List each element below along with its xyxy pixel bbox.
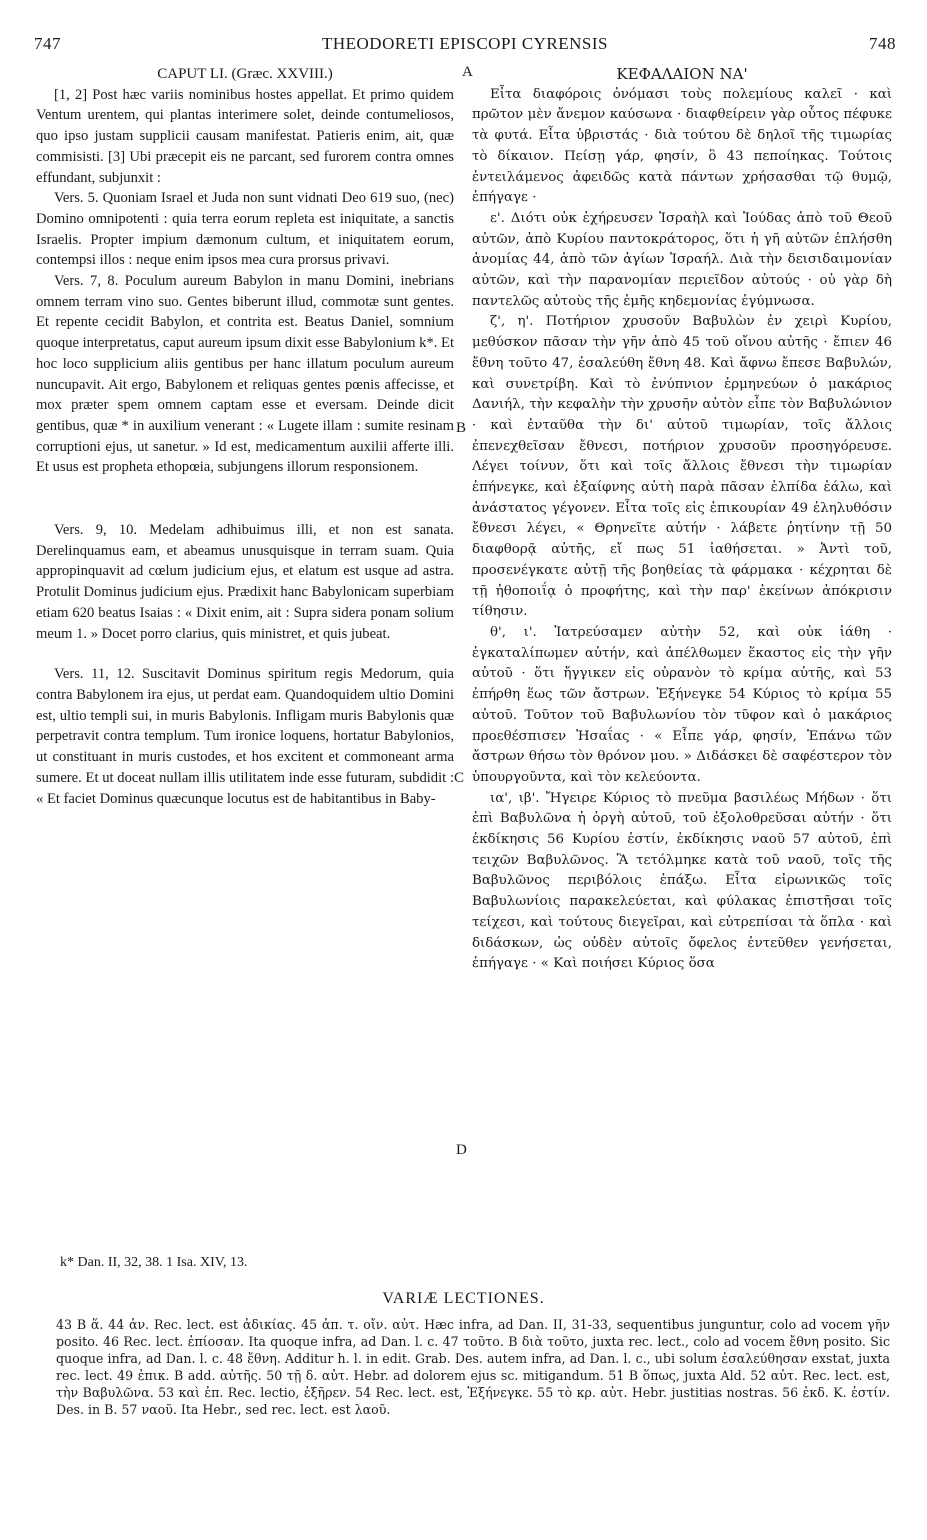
latin-chapter-heading: CAPUT LI. (Græc. XXVIII.) bbox=[157, 66, 333, 82]
greek-paragraph: ζ', η'. Ποτήριον χρυσοῦν Βαβυλὼν ἐν χειρὶ Κυρίου, μεθύσκον πᾶσαν τὴν γῆν ἀπὸ 45 τοῦ οἴνου αὐτῆς · ἔπιεν 46 ἔθνη τοῦτο 47, ἐσαλεύθη ἔθνη 48. Καὶ ἄφνω ἔπεσε Βαβυλών, καὶ συνετρίβη. Καὶ τὸ ἐνύπνιον ἑρμηνεύων ὁ μακάριος Δανιήλ, τὴν κεφαλὴν τὴν χρυσῆν αὐτὸν εἶπε τὸν Βαβυλώνιον · καὶ ἐνταῦθα τὴν δι' αὐτοῦ τιμωρίαν, τοῖς ἄλλοις ἐπενεχθεῖσαν ἔθνεσι, ποτήριον χρυσοῦν προσηγόρευσε. Λέγει τοίνυν, ὅτι καὶ τοῖς ἄλλοις ἔθνεσι τὴν τιμωρίαν ἐπήνεγκε, καὶ ἐξαίφνης αὐτὴ παρὰ πᾶσαν ἐλπίδα ἑάλω, καὶ ἀνάστατος γέγονεν. Εἶτα τοῖς εἰς ἐπικουρίαν 49 ἐληλυθόσιν ἔθνεσι λέγει, « Θρηνεῖτε αὐτήν · λάβετε ῥητίνην τῇ 50 διαφθορᾷ αὐτῆς, εἴ πως 51 ἰαθήσεται. » Ἀντὶ τοῦ, προσενέγκατε αὐτῇ τῆς βοηθείας τὰ φάρμακα · κέχρηται δὲ τῇ ἠθοποιΐᾳ ὁ προφήτης, καὶ τὴν παρ' ἐκείνων ἀπόκρισιν τίθησιν. bbox=[472, 314, 892, 620]
greek-paragraph: θ', ι'. Ἰατρεύσαμεν αὐτὴν 52, καὶ οὐκ ἰάθη · ἐγκαταλίπωμεν αὐτήν, καὶ ἀπέλθωμεν ἕκαστος εἰς τὴν γῆν αὐτοῦ · ὅτι ἤγγικεν εἰς οὐρανὸν τὸ κρίμα αὐτῆς, καὶ 53 ἐπήρθη ἕως τῶν ἄστρων. Ἐξήνεγκε 54 Κύριος τὸ κρίμα 55 αὐτοῦ. Τοῦτον τοῦ Βαβυλωνίου τὸν τῦφον καὶ ὁ μακάριος προεθέσπισεν Ἡσαΐας · « Εἶπε γάρ, φησίν, Ἐπάνω τῶν ἄστρων θήσω τὸν θρόνον μου. » Διδάσκει δὲ σαφέστερον τὸν ὑπουργοῦντα, καὶ τὸν κελεύοντα. bbox=[472, 624, 892, 785]
greek-paragraph: ια', ιβ'. Ἤγειρε Κύριος τὸ πνεῦμα βασιλέως Μήδων · ὅτι ἐπὶ Βαβυλῶνα ἡ ὀργὴ αὐτοῦ, τοῦ ἐξολοθρεῦσαι αὐτήν · ὅτι ἐκδίκησις 56 Κυρίου ἐστίν, ἐκδίκησις ναοῦ 57 αὐτοῦ, ἐπὶ τειχῶν Βαβυλῶνος. Ἃ τετόλμηκε κατὰ τοῦ ναοῦ, τοῖς τῆς Βαβυλῶνος περιβόλοις ἐπάξω. Εἶτα εἰρωνικῶς τοῖς Βαβυλωνίοις παρακελεύεται, καὶ φύλακας ἐπιστῆσαι τοῖς τείχεσι, καὶ τούτους διεγεῖραι, καὶ εὐτρεπίσαι τὰ ὅπλα · καὶ διδάσκων, ὡς οὐδὲν αὐτοῖς ὄφελος ἐντεῦθεν γενήσεται, ἐπήγαγε · « Καὶ ποιήσει Κύριος ὅσα bbox=[472, 790, 892, 972]
greek-paragraph: ε'. Διότι οὐκ ἐχήρευσεν Ἰσραὴλ καὶ Ἰούδας ἀπὸ τοῦ Θεοῦ αὐτῶν, ἀπὸ Κυρίου παντοκράτορος, ὅτι ἡ γῆ αὐτῶν ἐπλήσθη ἀνομίας 44, ἀπὸ τῶν ἁγίων Ἰσραήλ. Διὰ τὴν δεισιδαιμονίαν αὐτῶν, καὶ τὴν παρανομίαν περιεῖδον αὐτούς · οὐ γὰρ δὴ παντελῶς αὐτοὺς τῆς ἐμῆς κηδεμονίας ἐγύμνωσα. bbox=[472, 210, 892, 309]
variae-lectiones-title: VARIÆ LECTIONES. bbox=[382, 1290, 545, 1307]
latin-paragraph: Vers. 5. Quoniam Israel et Juda non sunt vidnati Deo 619 suo, (nec) Domino omnipotenti : quia terra eorum repleta est iniquitate, a sanctis Israelis. Propter impium dæmonum cultum, et iniquitatem eorum, contempsi illos : neque enim ipsos mea cura prorsus privavi. bbox=[36, 190, 454, 269]
variae-lectiones-text: 43 B ἅ. 44 ἀν. Rec. lect. est ἀδικίας. 45 ἀπ. τ. οἴν. αὐτ. Hæc infra, ad Dan. II, 31-33, sequentibus junguntur, colo ad vocem γῆν posito. 46 Rec. lect. ἐπίοσαν. Ita quoque infra, ad Dan. l. c. 47 τοῦτο. B διὰ τοῦτο, juxta rec. lect., colo ad vocem ἔθνη posito. Sic quoque infra, ad Dan. l. c. 48 ἔθνη. Additur h. l. in edit. Grab. Des. autem infra, ad Dan. l. c., ubi solum ἐσαλεύθησαν exstat, juxta rec. lect. 49 ἐπικ. B add. αὐτῆς. 50 τῇ δ. αὐτ. Hebr. ad dolorem ejus sc. mitigandum. 51 B ὅπως, juxta Ald. 52 αὐτ. Rec. lect. est, τὴν Βαβυλῶνα. 53 καὶ ἐπ. Rec. lectio, ἐξῆρεν. 54 Rec. lect. est, Ἐξήνεγκε. 55 τὸ κρ. αὐτ. Hebr. justitias nostras. 56 ἐκδ. K. ἐστίν. Des. in B. 57 ναοῦ. Ita Hebr., sed rec. lect. est λαοῦ. bbox=[56, 1317, 890, 1417]
margin-letter-c: C bbox=[454, 770, 465, 786]
latin-paragraph: Vers. 7, 8. Poculum aureum Babylon in manu Domini, inebrians omnem terram vino suo. Gentes biberunt illud, commotæ sunt gentes. Et repente cecidit Babylon, et contrita est. Beatus Daniel, somnium quoque interpretatus, caput aureum ipsum dixit esse Babylonium k*. Et hoc loco supplicium aliis gentibus per hanc illatum poculum aureum nuncupavit. Ait ergo, Babylonem et reliquas gentes pœnis affecisse, et mox præter spem omnem captam esse et eversam. Deinde dicit gentibus, quæ * in auxilium venerant : « Lugete illam : sumite resinam corruptioni ejus, ut sanetur. » Id est, medicamentum auxilii afferte illi. Et usus est propheta ethopœia, subjungens illorum responsionem. bbox=[36, 273, 454, 476]
greek-paragraph: Εἶτα διαφόροις ὀνόμασι τοὺς πολεμίους καλεῖ · καὶ πρῶτον μὲν ἄνεμον καύσωνα · διαφθείρειν γὰρ οὗτος πέφυκε τὰ φυτά. Εἶτα ὑβριστάς · διὰ τούτου δὲ δηλοῖ τῆς τιμωρίας τὸ δίκαιον. Πείσῃ γάρ, φησίν, ὃ 43 πεποίηκας. Τούτοις ἐντειλάμενος ἀφειδῶς κατὰ πάντων χρήσασθαι τῷ θυμῷ, ἐπήγαγε · bbox=[472, 86, 892, 206]
latin-paragraph: [1, 2] Post hæc variis nominibus hostes appellat. Et primo quidem Ventum urentem, qui plantas interimere solet, deinde contumeliosos, quo ipso justam supplicii causam manifestat. Patieris enim, ait, quæ commisisti. [3] Ubi præcepit eis ne parcant, sed furorem contra omnes effundant, subjunxit : bbox=[36, 86, 454, 186]
margin-letter-a: A bbox=[462, 64, 473, 80]
latin-paragraph: Vers. 9, 10. Medelam adhibuimus illi, et non est sanata. Derelinquamus eam, et abeamus unusquisque in terram suam. Quia appropinquavit ad cœlum judicium ejus, et elatum est usque ad astra. Protulit Dominus judicium ejus. Prædixit hanc Babylonicam superbiam etiam 620 beatus Isaias : « Dixit enim, ait : Supra sidera ponam solium meum 1. » Docet porro clarius, quis ministret, et quis jubeat. bbox=[36, 522, 454, 642]
page-number-right: 748 bbox=[869, 34, 896, 53]
running-header bbox=[34, 34, 896, 60]
page-title: THEODORETI EPISCOPI CYRENSIS bbox=[321, 34, 609, 53]
footnote: k* Dan. II, 32, 38. 1 Isa. XIV, 13. bbox=[60, 1255, 248, 1270]
greek-chapter-heading: ΚΕΦΑΛΑΙΟΝ ΝΑ' bbox=[616, 65, 748, 83]
greek-column bbox=[472, 64, 892, 975]
margin-letter-b: B bbox=[456, 420, 467, 436]
latin-paragraph: Vers. 11, 12. Suscitavit Dominus spiritum regis Medorum, quia contra Babylonem ira ejus, ut perdat eam. Quandoquidem ultio Domini est, ultio templi sui, in muris Babylonis. Infligam muris Babylonis quæ perpetravit contra templum. Tum ironice loquens, hortatur Babylonios, ut constituant in muris custodes, et hos excitent et commoneant arma sumere. Et ut doceat nullam illis utilitatem inde esse futuram, subdidit : « Et faciet Dominus quæcunque locutus est de habitantibus in Baby- bbox=[36, 666, 454, 807]
margin-letter-d: D bbox=[456, 1142, 467, 1158]
page-number-left: 747 bbox=[34, 34, 61, 53]
latin-column bbox=[36, 64, 454, 809]
